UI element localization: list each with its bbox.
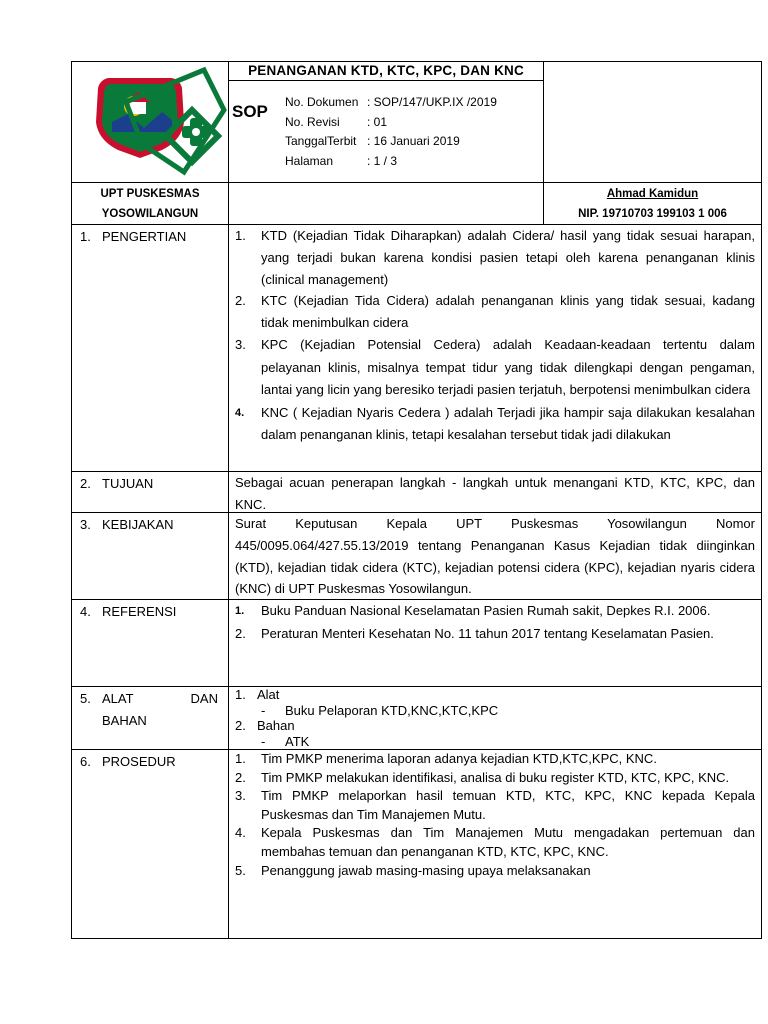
list-item: 1. Alat xyxy=(235,687,280,702)
list-item: 2. KTC (Kejadian Tida Cidera) adalah penanganan klinis yang tidak sesuai, kadang tidak menimbulkan cidera xyxy=(235,293,755,331)
logo-cell xyxy=(72,62,268,183)
section-content-referensi xyxy=(229,600,762,687)
sub-item: - Buku Pelaporan KTD,KNC,KTC,KPC xyxy=(261,702,499,718)
list-item: 2. Peraturan Menteri Kesehatan No. 11 tahun 2017 tentang Keselamatan Pasien. xyxy=(235,625,714,641)
list-item: 3. KPC (Kejadian Potensial Cedera) adalah Keadaan-keadaan tertentu dalam pelayanan klinis, misalnya tempat tidur yang tidak dilengkapi dengan pengaman, lantai yang licin yang beresiko terjadi pasien terjatuh, berpotensi menimbulkan cidera xyxy=(235,336,755,398)
list-item: 3. Tim PMKP melaporkan hasil temuan KTD, KTC, KPC, KNC kepada Kepala Puskesmas dan Tim Manajemen Mutu. xyxy=(235,788,755,822)
signature-block xyxy=(544,183,761,224)
signer-nip: NIP. 19710703 199103 1 006 xyxy=(578,208,727,220)
section-label-kebijakan: 3. KEBIJAKAN xyxy=(72,513,229,600)
section-content-prosedur xyxy=(229,750,762,939)
section-content-kebijakan: Surat Keputusan Kepala UPT Puskesmas Yosowilangun Nomor 445/0095.064/427.55.13/2019 tentang Penanganan Kasus Kejadian tidak diinginkan (KTD), kejadian tidak cidera (KTC), kejadian potensi cidera (KPC), kejadian nyaris cidera (KNC) di UPT Puskesmas Yosowilangun. xyxy=(229,513,762,600)
sop-label: SOP xyxy=(232,102,268,121)
org-cell xyxy=(72,183,229,225)
list-item: 1. KTD (Kejadian Tidak Diharapkan) adalah Cidera/ hasil yang tidak sesuai harapan, yang terjadi bukan karena kondisi pasien tetapi oleh karena penanganan klinis (clinical management) xyxy=(235,228,755,287)
list-item: 4. KNC ( Kejadian Nyaris Cedera ) adalah Terjadi jika hampir saja dilakukan kesalahan dalam penanganan klinis, tetapi kesalahan tersebut tidak jadi dilakukan xyxy=(235,404,755,443)
document-meta xyxy=(229,81,543,171)
list-item: 1. Buku Panduan Nasional Keselamatan Pasien Rumah sakit, Depkes R.I. 2006. xyxy=(235,603,711,618)
puskesmas-logo xyxy=(72,62,228,182)
sop-table xyxy=(71,61,762,939)
document-meta-cell xyxy=(229,62,544,183)
document-title: PENANGANAN KTD, KTC, KPC, DAN KNC xyxy=(229,62,543,81)
section-label-referensi: 4. REFERENSI xyxy=(72,600,229,687)
meta-row: Halaman : 1 / 3 xyxy=(285,153,398,168)
list-item: 2. Bahan xyxy=(235,718,295,733)
header-right-cell xyxy=(544,62,762,183)
list-item: 5. Penanggung jawab masing-masing upaya melaksanakan xyxy=(235,862,591,878)
section-label-prosedur: 6. PROSEDUR xyxy=(72,750,229,939)
sub-item: - ATK xyxy=(261,733,310,749)
signer-name: Ahmad Kamidun xyxy=(606,188,699,200)
sop-document xyxy=(71,61,761,939)
list-item: 4. Kepala Puskesmas dan Tim Manajemen Mutu mengadakan pertemuan dan membahas temuan dan penanganan KTD, KTC, KPC, KNC. xyxy=(235,825,755,859)
meta-row: No. Dokumen : SOP/147/UKP.IX /2019 xyxy=(285,95,497,109)
section-label-alat-bahan: 5. ALAT DAN BAHAN xyxy=(72,687,229,750)
meta-row: TanggalTerbit : 16 Januari 2019 xyxy=(285,134,460,148)
meta-row: No. Revisi : 01 xyxy=(285,114,388,129)
section-content-alat-bahan xyxy=(229,687,762,750)
org-middle-cell xyxy=(229,183,544,225)
section-label-tujuan: 2. TUJUAN xyxy=(72,472,229,513)
section-label-pengertian: 1. PENGERTIAN xyxy=(72,225,229,472)
org-name: UPT PUSKESMAS YOSOWILANGUN xyxy=(100,188,200,220)
list-item: 1. Tim PMKP menerima laporan adanya kejadian KTD,KTC,KPC, KNC. xyxy=(235,751,657,766)
section-content-tujuan: Sebagai acuan penerapan langkah - langkah untuk menangani KTD, KTC, KPC, dan KNC. xyxy=(229,472,762,513)
section-content-pengertian xyxy=(229,225,762,472)
signature-cell xyxy=(544,183,762,225)
list-item: 2. Tim PMKP melakukan identifikasi, analisa di buku register KTD, KTC, KPC, KNC. xyxy=(235,769,730,785)
